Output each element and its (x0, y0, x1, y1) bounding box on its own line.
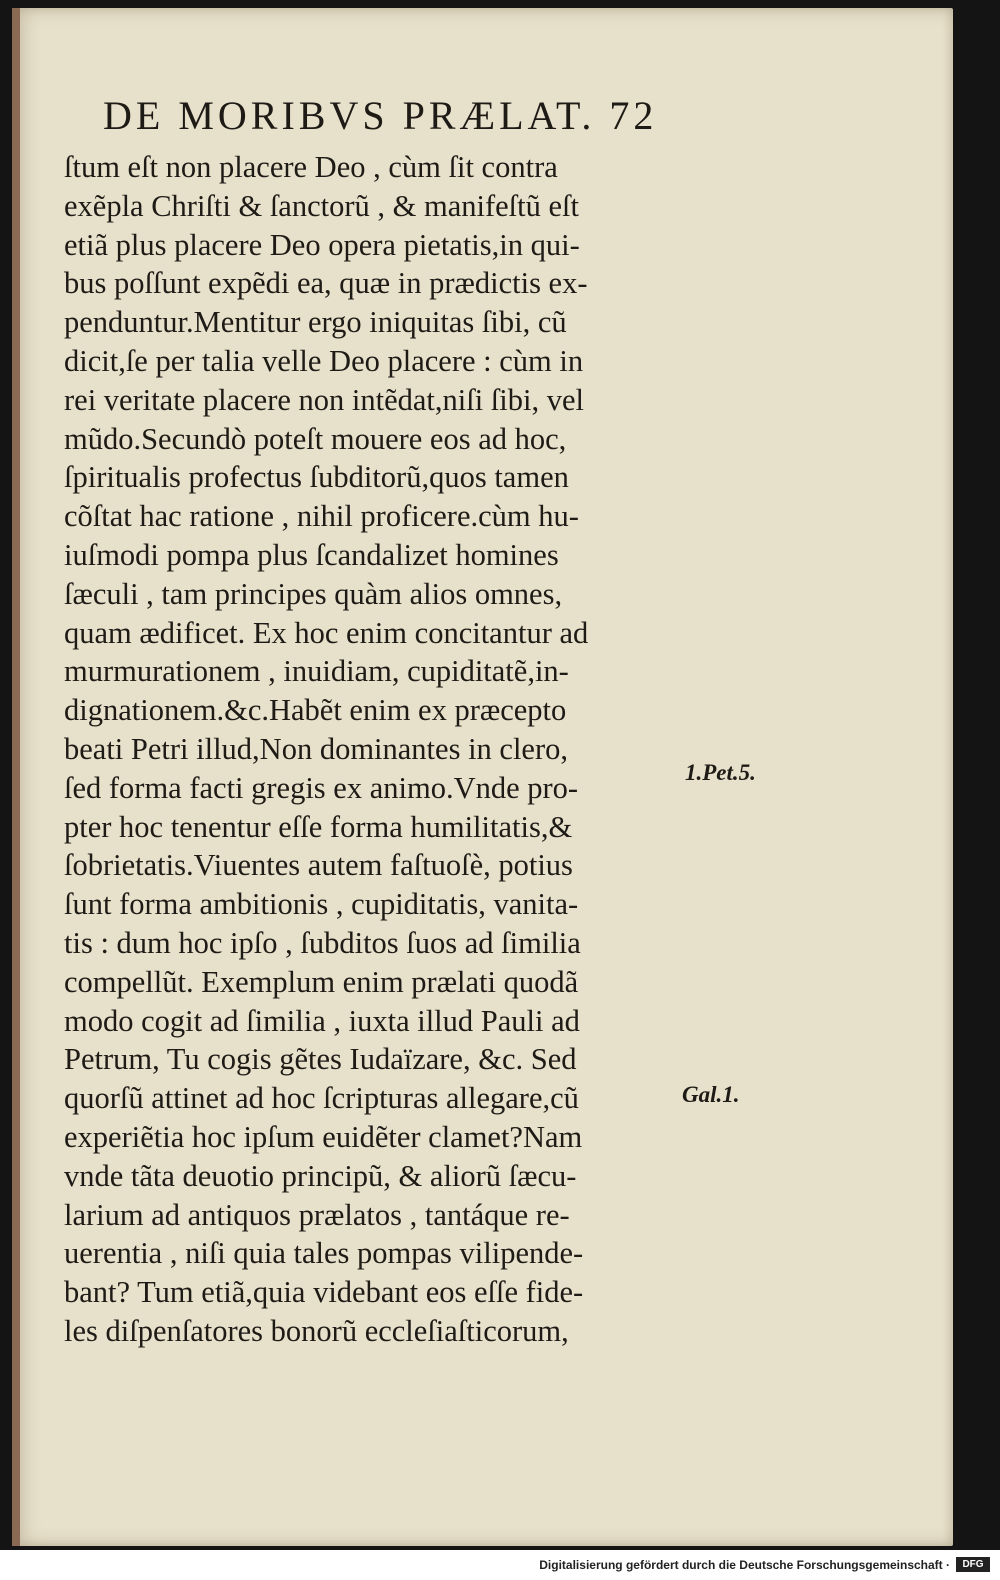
text-line: quam ædificet. Ex hoc enim concitantur ad (64, 615, 589, 650)
text-line: ſed forma facti gregis ex animo.Vnde pro- (64, 770, 579, 805)
text-line: ſobrietatis.Viuentes autem faſtuoſè, potius (64, 848, 573, 883)
text-line: compellũt. Exemplum enim prælati quodã (64, 964, 579, 999)
text-line: quorſũ attinet ad hoc ſcripturas allegare,cũ (64, 1081, 579, 1116)
text-line: iuſmodi pompa plus ſcandalizet homines (64, 537, 559, 572)
text-line: mũdo.Secundò poteſt mouere eos ad hoc, (64, 421, 567, 456)
text-line: ſunt forma ambitionis , cupiditatis, vanita- (64, 887, 579, 922)
text-line: dicit,ſe per talia velle Deo placere : cùm in (64, 343, 584, 378)
text-line: ſæculi , tam principes quàm alios omnes, (64, 576, 563, 611)
text-line: exẽpla Chriſti & ſanctorũ , & manifeſtũ eſt (64, 188, 579, 223)
text-line: experiẽtia hoc ipſum euidẽter clamet?Nam (64, 1119, 583, 1154)
text-line: modo cogit ad ſimilia , iuxta illud Pauli ad (64, 1003, 580, 1038)
text-line: uerentia , niſi quia tales pompas vilipende- (64, 1236, 584, 1271)
page-gutter-edge (12, 8, 20, 1546)
footer-bar (0, 1550, 1000, 1580)
body-text (64, 148, 684, 1351)
text-line: etiã plus placere Deo opera pietatis,in qui- (64, 227, 580, 262)
text-line: tis : dum hoc ipſo , ſubditos ſuos ad ſimilia (64, 925, 581, 960)
text-line: Petrum, Tu cogis gẽtes Iudaïzare, &c. Sed (64, 1042, 577, 1077)
running-head: DE MORIBVS PRÆLAT. 72 (103, 93, 658, 138)
text-line: murmurationem , inuidiam, cupiditatẽ,in- (64, 654, 569, 689)
text-line: ſpiritualis profectus ſubditorũ,quos tamen (64, 460, 569, 495)
marginal-note-pet: 1.Pet.5. (685, 760, 756, 785)
dfg-logo: DFG (956, 1557, 990, 1572)
text-line: cõſtat hac ratione , nihil proficere.cùm hu- (64, 499, 579, 534)
text-line: ſtum eſt non placere Deo , cùm ſit contra (64, 150, 558, 184)
text-line: larium ad antiquos prælatos , tantáque re- (64, 1197, 570, 1232)
text-line: pter hoc tenentur eſſe forma humilitatis,& (64, 809, 573, 844)
text-line: penduntur.Mentitur ergo iniquitas ſibi, cũ (64, 305, 567, 340)
text-line: rei veritate placere non intẽdat,niſi ſibi, vel (64, 382, 584, 417)
marginal-note-gal: Gal.1. (682, 1082, 740, 1107)
footer-credit: Digitalisierung gefördert durch die Deutsche Forschungsgemeinschaft · (539, 1558, 950, 1572)
text-line: dignationem.&c.Habẽt enim ex præcepto (64, 693, 567, 728)
text-line: les diſpenſatores bonorũ eccleſiaſticorum, (64, 1313, 569, 1348)
text-line: bant? Tum etiã,quia videbant eos eſſe fide- (64, 1275, 584, 1310)
text-line: beati Petri illud,Non dominantes in clero, (64, 731, 568, 766)
text-line: bus poſſunt expẽdi ea, quæ in prædictis ex- (64, 266, 588, 301)
text-line: vnde tãta deuotio principũ, & aliorũ ſæcu- (64, 1158, 577, 1193)
